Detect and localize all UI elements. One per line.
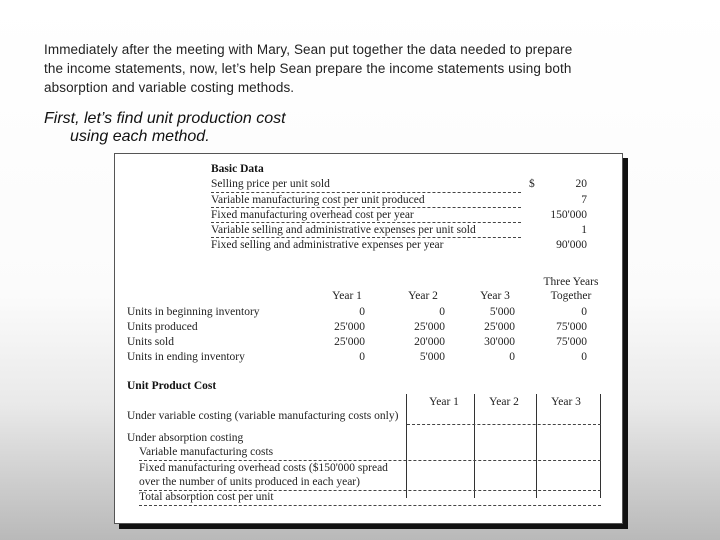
column-divider bbox=[406, 394, 407, 498]
basic-data-label: Selling price per unit sold bbox=[211, 178, 330, 190]
column-header: Three Years bbox=[543, 276, 599, 288]
row-divider bbox=[211, 222, 521, 223]
basic-data-value: 1 bbox=[581, 224, 587, 236]
row-divider bbox=[139, 460, 601, 461]
units-value: 0 bbox=[581, 351, 587, 363]
row-divider bbox=[211, 207, 521, 208]
total-absorption-label: Total absorption cost per unit bbox=[139, 491, 274, 503]
row-divider bbox=[211, 192, 521, 193]
subheading bbox=[44, 110, 286, 146]
row-divider bbox=[139, 505, 601, 506]
column-header: Together bbox=[550, 290, 592, 302]
intro-line-3: absorption and variable costing methods. bbox=[44, 80, 295, 95]
basic-data-value: 90'000 bbox=[556, 239, 587, 251]
fixed-overhead-label-cont: over the number of units produced in each year) bbox=[139, 476, 360, 488]
basic-data-label: Fixed manufacturing overhead cost per year bbox=[211, 209, 414, 221]
basic-data-label: Fixed selling and administrative expenses per year bbox=[211, 239, 444, 251]
subheading-line-1: First, let’s find unit production cost bbox=[44, 110, 286, 127]
units-row-label: Units sold bbox=[127, 336, 174, 348]
units-value: 25'000 bbox=[334, 336, 365, 348]
currency-symbol: $ bbox=[529, 178, 535, 190]
variable-mfg-label: Variable manufacturing costs bbox=[139, 446, 274, 458]
units-row-label: Units in ending inventory bbox=[127, 351, 245, 363]
units-value: 25'000 bbox=[334, 321, 365, 333]
basic-data-label: Variable selling and administrative expenses per unit sold bbox=[211, 224, 476, 236]
column-header: Year 2 bbox=[489, 396, 519, 408]
units-value: 30'000 bbox=[484, 336, 515, 348]
fixed-overhead-label: Fixed manufacturing overhead costs ($150'000 spread bbox=[139, 462, 388, 474]
basic-data-value: 150'000 bbox=[550, 209, 587, 221]
unit-product-cost-title: Unit Product Cost bbox=[127, 380, 217, 392]
absorption-costing-label: Under absorption costing bbox=[127, 432, 244, 444]
subheading-line-2: using each method. bbox=[70, 128, 210, 145]
basic-data-value: 20 bbox=[575, 178, 587, 190]
units-value: 0 bbox=[359, 306, 365, 318]
basic-data-label: Variable manufacturing cost per unit produced bbox=[211, 194, 425, 206]
column-header: Year 1 bbox=[429, 396, 459, 408]
units-value: 25'000 bbox=[484, 321, 515, 333]
units-value: 20'000 bbox=[414, 336, 445, 348]
units-value: 0 bbox=[439, 306, 445, 318]
column-divider bbox=[536, 394, 537, 498]
units-row-label: Units in beginning inventory bbox=[127, 306, 260, 318]
units-row-label: Units produced bbox=[127, 321, 198, 333]
units-value: 25'000 bbox=[414, 321, 445, 333]
units-value: 0 bbox=[359, 351, 365, 363]
units-value: 75'000 bbox=[556, 321, 587, 333]
units-value: 0 bbox=[509, 351, 515, 363]
row-divider bbox=[407, 424, 601, 425]
spreadsheet-image bbox=[114, 153, 623, 524]
column-header: Year 1 bbox=[332, 290, 362, 302]
units-value: 5'000 bbox=[419, 351, 445, 363]
basic-data-value: 7 bbox=[581, 194, 587, 206]
column-header: Year 3 bbox=[480, 290, 510, 302]
column-header: Year 2 bbox=[408, 290, 438, 302]
intro-text bbox=[44, 40, 684, 97]
units-value: 0 bbox=[581, 306, 587, 318]
units-value: 5'000 bbox=[489, 306, 515, 318]
basic-data-title: Basic Data bbox=[211, 163, 264, 175]
units-value: 75'000 bbox=[556, 336, 587, 348]
column-divider bbox=[474, 394, 475, 498]
intro-line-2: the income statements, now, let’s help Sean prepare the income statements using both bbox=[44, 61, 572, 76]
column-header: Year 3 bbox=[551, 396, 581, 408]
variable-costing-label: Under variable costing (variable manufacturing costs only) bbox=[127, 410, 399, 422]
row-divider bbox=[211, 237, 521, 238]
column-divider bbox=[600, 394, 601, 498]
intro-line-1: Immediately after the meeting with Mary, Sean put together the data needed to prepare bbox=[44, 42, 573, 57]
